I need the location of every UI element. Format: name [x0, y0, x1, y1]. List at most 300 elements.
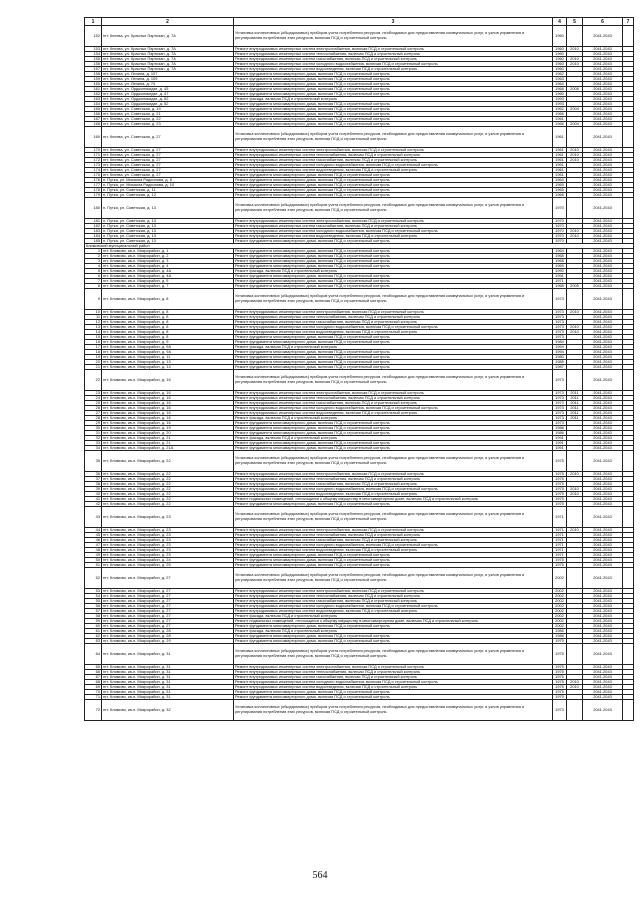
row-number: 164 [85, 102, 102, 107]
row-number: 70 [85, 690, 102, 695]
address-cell: пгт. Климово, кв-л. Микрорайон, д. 2 [102, 254, 234, 259]
work-type-cell: Ремонт фундамента многоквартирного дома, включая ПСД и строительный контроль [234, 624, 553, 629]
address-cell: п. Путка, ул. Советская, д. 11 [102, 188, 234, 193]
address-cell: пгт. Кпятва, ул. Советская, д. 27 [102, 158, 234, 163]
row-number: 66 [85, 670, 102, 675]
work-type-cell: Ремонт фундамента многоквартирного дома, включая ПСД и строительный контроль [234, 178, 553, 183]
planned-period-cell: 2041-2043 [583, 421, 623, 426]
planned-period-cell: 2041-2043 [583, 599, 623, 604]
row-number: 16 [85, 340, 102, 345]
year-built-cell: 1971 [553, 279, 567, 284]
work-type-cell: Ремонт внутридомовых инженерных систем электроснабжения, включая ПСД и строительный контроль [234, 391, 553, 396]
work-type-cell: Ремонт фундамента многоквартирного дома, включая ПСД и строительный контроль [234, 122, 553, 127]
year-built-cell: 1961 [553, 168, 567, 173]
row-number: 36 [85, 472, 102, 477]
year-built-cell: 1960 [553, 57, 567, 62]
district-name: Климовский муниципальный район [85, 244, 634, 249]
last-repair-year-cell: 2010 [567, 148, 583, 153]
year-built-cell: 1984 [553, 340, 567, 345]
planned-period-cell: 2041-2043 [583, 198, 623, 219]
address-cell: пгт. Климово, кв-л. Микрорайон, д. 5 [102, 279, 234, 284]
year-built-cell: 1980 [553, 355, 567, 360]
address-cell: пгт. Климово, кв-л. Микрорайон, д. 9А [102, 345, 234, 350]
address-cell: п. Путка, ул. Советская, д. 13 [102, 234, 234, 239]
work-type-cell: Ремонт фундамента многоквартирного дома, включая ПСД и строительный контроль [234, 639, 553, 644]
last-repair-year-cell: 2010 [567, 234, 583, 239]
address-cell: пгт. Кпятва, ул. Советская, д. 22 [102, 117, 234, 122]
address-cell: пгт. Климово, кв-л. Микрорайон, д. 27 [102, 609, 234, 614]
year-built-cell: 1970 [553, 234, 567, 239]
row-number: 155 [85, 57, 102, 62]
work-type-cell: Ремонт фундамента многоквартирного дома, включая ПСД и строительный контроль [234, 117, 553, 122]
planned-period-cell: 2041-2043 [583, 259, 623, 264]
row-number: 4 [85, 264, 102, 269]
planned-period-cell: 2041-2043 [583, 47, 623, 52]
row-number: 171 [85, 153, 102, 158]
note-cell [623, 644, 634, 665]
year-built-cell: 1973 [553, 700, 567, 721]
last-repair-year-cell: 2011 [567, 406, 583, 411]
row-number: 163 [85, 97, 102, 102]
address-cell: пгт. Климово, кв-л. Микрорайон, д. 9А [102, 350, 234, 355]
year-built-cell: 1975 [553, 690, 567, 695]
note-cell [623, 568, 634, 589]
address-cell: пгт. Климово, кв-л. Микрорайон, д. 8 [102, 315, 234, 320]
work-type-cell: Ремонт фундамента многоквартирного дома, включая ПСД и строительный контроль [234, 441, 553, 446]
address-cell: пгт. Климово, кв-л. Микрорайон, д. 28 [102, 634, 234, 639]
row-number: 30 [85, 426, 102, 431]
work-type-cell: Ремонт фасада, включая ПСД и строительный контроль [234, 345, 553, 350]
year-built-cell: 1962 [553, 107, 567, 112]
table-row [85, 370, 634, 391]
row-number: 183 [85, 229, 102, 234]
work-type-cell: Ремонт фундамента многоквартирного дома, включая ПСД и строительный контроль [234, 350, 553, 355]
planned-period-cell: 2041-2043 [583, 533, 623, 538]
row-number: 161 [85, 87, 102, 92]
planned-period-cell: 2041-2043 [583, 487, 623, 492]
row-number: 168 [85, 122, 102, 127]
year-built-cell: 1973 [553, 330, 567, 335]
year-built-cell: 1975 [553, 497, 567, 502]
year-built-cell: 1970 [553, 219, 567, 224]
year-built-cell: 1968 [553, 284, 567, 289]
address-cell: пгт. Климово, кв-л. Микрорайон, д. 9 [102, 340, 234, 345]
row-number: 20 [85, 360, 102, 365]
work-type-cell: Ремонт фундамента многоквартирного дома, включая ПСД и строительный контроль [234, 264, 553, 269]
header-cell: 7 [623, 18, 634, 26]
row-number: 29 [85, 421, 102, 426]
planned-period-cell: 2041-2043 [583, 310, 623, 315]
work-type-cell: Ремонт фундамента многоквартирного дома, включая ПСД и строительный контроль [234, 274, 553, 279]
address-cell: пгт. Климово, кв-л. Микрорайон, д. 27 [102, 624, 234, 629]
row-number: 1 [85, 249, 102, 254]
row-number: 33 [85, 441, 102, 446]
last-repair-year-cell: 2010 [567, 310, 583, 315]
row-number: 63 [85, 639, 102, 644]
planned-period-cell: 2041-2043 [583, 436, 623, 441]
row-number: 45 [85, 533, 102, 538]
work-type-cell: Ремонт внутридомовых инженерных систем электроснабжения, включая ПСД и строительный контроль [234, 219, 553, 224]
planned-period-cell: 2041-2043 [583, 173, 623, 178]
work-type-cell: Ремонт фундамента многоквартирного дома, включая ПСД и строительный контроль [234, 340, 553, 345]
year-built-cell: 1986 [553, 431, 567, 436]
last-repair-year-cell [567, 644, 583, 665]
year-built-cell: 1962 [553, 72, 567, 77]
year-built-cell: 1961 [553, 153, 567, 158]
planned-period-cell: 2041-2043 [583, 26, 623, 47]
header-cell: 3 [234, 18, 553, 26]
work-type-cell: Ремонт внутридомовых инженерных систем холодного водоснабжения, включая ПСД и строительный контроль [234, 229, 553, 234]
address-cell: пгт. Климово, кв-л. Микрорайон, д. 4А [102, 274, 234, 279]
year-built-cell: 1975 [553, 639, 567, 644]
work-type-cell: Установка коллективных (общедомовых) приборов учета потребления ресурсов, необходимых для предоставления коммунальных услуг, и узлов управления и регулирования потребления этих ресурсов, включая ПСД и строительный контроль [234, 127, 553, 148]
address-cell: пгт. Кпятва, ул. Красных Партизан, д. 7А [102, 57, 234, 62]
last-repair-year-cell [567, 451, 583, 472]
row-number: 179 [85, 193, 102, 198]
row-number: 152 [85, 26, 102, 47]
planned-period-cell: 2041-2043 [583, 340, 623, 345]
work-type-cell: Ремонт фундамента многоквартирного дома, включая ПСД и строительный контроль [234, 431, 553, 436]
year-built-cell: 1994 [553, 350, 567, 355]
address-cell: пгт. Климово, кв-л. Микрорайон, д. 8 [102, 330, 234, 335]
planned-period-cell: 2041-2043 [583, 325, 623, 330]
work-type-cell: Ремонт фундамента многоквартирного дома, включая ПСД и строительный контроль [234, 355, 553, 360]
row-number: 31 [85, 431, 102, 436]
row-number: 72 [85, 700, 102, 721]
header-cell: 4 [553, 18, 567, 26]
planned-period-cell: 2041-2043 [583, 153, 623, 158]
row-number: 21 [85, 365, 102, 370]
year-built-cell: 2002 [553, 589, 567, 594]
table-header-row [85, 18, 634, 26]
work-type-cell: Ремонт фундамента многоквартирного дома, включая ПСД и строительный контроль [234, 254, 553, 259]
row-number: 44 [85, 528, 102, 533]
planned-period-cell: 2041-2043 [583, 158, 623, 163]
address-cell: пгт. Климово, кв-л. Микрорайон, д. 22 [102, 451, 234, 472]
planned-period-cell: 2041-2043 [583, 107, 623, 112]
planned-period-cell: 2041-2043 [583, 553, 623, 558]
work-type-cell: Ремонт внутридомовых инженерных систем теплоснабжения, включая ПСД и строительный контроль [234, 670, 553, 675]
last-repair-year-cell: 2010 [567, 680, 583, 685]
year-built-cell: 1973 [553, 391, 567, 396]
planned-period-cell: 2041-2043 [583, 57, 623, 62]
planned-period-cell: 2041-2043 [583, 426, 623, 431]
row-number: 47 [85, 543, 102, 548]
year-built-cell: 1970 [553, 229, 567, 234]
page-number: 564 [312, 870, 328, 881]
row-number: 172 [85, 158, 102, 163]
address-cell: п. Путка, ул. Советская, д. 13 [102, 229, 234, 234]
row-number: 62 [85, 634, 102, 639]
address-cell: пгт. Климово, кв-л. Микрорайон, д. 27 [102, 568, 234, 589]
address-cell: пгт. Климово, кв-л. Микрорайон, д. 23 [102, 538, 234, 543]
work-type-cell: Ремонт внутридомовых инженерных систем холодного водоснабжения, включая ПСД и строительный контроль [234, 487, 553, 492]
planned-period-cell: 2041-2043 [583, 355, 623, 360]
year-built-cell: 1973 [553, 335, 567, 340]
year-built-cell: 1966 [553, 193, 567, 198]
work-type-cell: Ремонт фасада, включая ПСД и строительный контроль [234, 97, 553, 102]
year-built-cell: 1990 [553, 269, 567, 274]
row-number: 34 [85, 446, 102, 451]
row-number: 41 [85, 497, 102, 502]
work-type-cell: Ремонт фасада, включая ПСД и строительный контроль [234, 629, 553, 634]
year-built-cell: 1960 [553, 26, 567, 47]
row-number: 170 [85, 148, 102, 153]
work-type-cell: Установка коллективных (общедомовых) приборов учета потребления ресурсов, необходимых для предоставления коммунальных услуг, и узлов управления и регулирования потребления этих ресурсов, включая ПСД и строительный контроль [234, 198, 553, 219]
planned-period-cell: 2041-2043 [583, 178, 623, 183]
work-type-cell: Ремонт внутридомовых инженерных систем электроснабжения, включая ПСД и строительный контроль [234, 528, 553, 533]
planned-period-cell: 2041-2043 [583, 345, 623, 350]
planned-period-cell: 2041-2043 [583, 350, 623, 355]
year-built-cell: 1960 [553, 92, 567, 97]
address-cell: пгт. Кпятва, ул. Советская, д. 27 [102, 153, 234, 158]
address-cell: пгт. Климово, кв-л. Микрорайон, д. 28 [102, 629, 234, 634]
work-type-cell: Установка коллективных (общедомовых) приборов учета потребления ресурсов, необходимых для предоставления коммунальных услуг, и узлов управления и регулирования потребления этих ресурсов, включая ПСД и строительный контроль [234, 644, 553, 665]
row-number: 8 [85, 284, 102, 289]
work-type-cell: Ремонт внутридомовых инженерных систем водоотведения, включая ПСД и строительный контроль [234, 411, 553, 416]
address-cell: пгт. Климово, кв-л. Микрорайон, д. 19 [102, 426, 234, 431]
row-number: 35 [85, 451, 102, 472]
planned-period-cell: 2041-2043 [583, 482, 623, 487]
year-built-cell: 1987 [553, 365, 567, 370]
row-number: 37 [85, 477, 102, 482]
year-built-cell: 1961 [553, 127, 567, 148]
planned-period-cell: 2041-2043 [583, 548, 623, 553]
planned-period-cell: 2041-2043 [583, 568, 623, 589]
address-cell: пгт. Кпятва, ул. Советская, д. 21 [102, 112, 234, 117]
planned-period-cell: 2041-2043 [583, 254, 623, 259]
planned-period-cell: 2041-2043 [583, 289, 623, 310]
work-type-cell: Ремонт внутридомовых инженерных систем водоотведения, включая ПСД и строительный контроль [234, 609, 553, 614]
last-repair-year-cell: 2010 [567, 47, 583, 52]
year-built-cell: 1970 [553, 239, 567, 244]
work-type-cell: Ремонт подвальных помещений, относящихся к общему имуществу в многоквартирном доме, включая ПСД и строительный контроль [234, 619, 553, 624]
row-number: 56 [85, 604, 102, 609]
planned-period-cell: 2041-2043 [583, 102, 623, 107]
address-cell: пгт. Климово, кв-л. Микрорайон, д. 16 [102, 401, 234, 406]
last-repair-year-cell [567, 370, 583, 391]
planned-period-cell: 2041-2043 [583, 629, 623, 634]
planned-period-cell: 2041-2043 [583, 224, 623, 229]
planned-period-cell: 2041-2043 [583, 451, 623, 472]
last-repair-year-cell [567, 700, 583, 721]
planned-period-cell: 2041-2043 [583, 411, 623, 416]
row-number: 12 [85, 320, 102, 325]
planned-period-cell: 2041-2043 [583, 446, 623, 451]
work-type-cell: Ремонт фундамента многоквартирного дома, включая ПСД и строительный контроль [234, 249, 553, 254]
last-repair-year-cell: 2011 [567, 396, 583, 401]
address-cell: пгт. Кпятва, ул. Красных Партизан, д. 7А [102, 26, 234, 47]
planned-period-cell: 2041-2043 [583, 416, 623, 421]
work-type-cell: Установка коллективных (общедомовых) приборов учета потребления ресурсов, необходимых для предоставления коммунальных услуг, и узлов управления и регулирования потребления этих ресурсов, включая ПСД и строительный контроль [234, 700, 553, 721]
planned-period-cell: 2041-2043 [583, 538, 623, 543]
work-type-cell: Ремонт фундамента многоквартирного дома, включая ПСД и строительный контроль [234, 77, 553, 82]
header-cell: 5 [567, 18, 583, 26]
address-cell: п. Путка, ул. Советская, д. 13 [102, 219, 234, 224]
row-number: 52 [85, 568, 102, 589]
year-built-cell: 2002 [553, 609, 567, 614]
year-built-cell: 1968 [553, 254, 567, 259]
planned-period-cell: 2041-2043 [583, 670, 623, 675]
address-cell: пгт. Климово, кв-л. Микрорайон, д. 21 [102, 436, 234, 441]
year-built-cell: 1975 [553, 685, 567, 690]
address-cell: пгт. Климово, кв-л. Микрорайон, д. 31 [102, 644, 234, 665]
work-type-cell: Ремонт внутридомовых инженерных систем газоснабжения, включая ПСД и строительный контроль [234, 224, 553, 229]
work-type-cell: Ремонт фундамента многоквартирного дома, включая ПСД и строительный контроль [234, 558, 553, 563]
work-type-cell: Ремонт внутридомовых инженерных систем газоснабжения, включая ПСД и строительный контроль [234, 320, 553, 325]
year-built-cell: 1963 [553, 77, 567, 82]
table-row [85, 198, 634, 219]
year-built-cell: 1961 [553, 158, 567, 163]
address-cell: пгт. Климово, кв-л. Микрорайон, д. 16 [102, 406, 234, 411]
address-cell: п. Путка, ул. Михаила Радионова, д. 10 [102, 183, 234, 188]
work-type-cell: Ремонт внутридомовых инженерных систем холодного водоснабжения, включая ПСД и строительный контроль [234, 62, 553, 67]
header-cell: 6 [583, 18, 623, 26]
repair-schedule-table [84, 17, 634, 721]
address-cell: пгт. Климово, кв-л. Микрорайон, д. 31 [102, 685, 234, 690]
address-cell: п. Путка, ул. Советская, д. 13 [102, 239, 234, 244]
row-number: 43 [85, 507, 102, 528]
work-type-cell: Ремонт фундамента многоквартирного дома, включая ПСД и строительный контроль [234, 563, 553, 568]
year-built-cell: 1973 [553, 370, 567, 391]
work-type-cell: Ремонт фундамента многоквартирного дома, включая ПСД и строительный контроль [234, 107, 553, 112]
address-cell: пгт. Климово, кв-л. Микрорайон, д. 27 [102, 604, 234, 609]
header-cell: 2 [102, 18, 234, 26]
table-row [85, 451, 634, 472]
year-built-cell: 1964 [553, 82, 567, 87]
table-row [85, 507, 634, 528]
address-cell: пгт. Климово, кв-л. Микрорайон, д. 22 [102, 502, 234, 507]
year-built-cell: 2002 [553, 599, 567, 604]
planned-period-cell: 2041-2043 [583, 695, 623, 700]
planned-period-cell: 2041-2043 [583, 594, 623, 599]
planned-period-cell: 2041-2043 [583, 112, 623, 117]
last-repair-year-cell: 2010 [567, 528, 583, 533]
address-cell: пгт. Климово, кв-л. Микрорайон, д. 7 [102, 284, 234, 289]
planned-period-cell: 2041-2043 [583, 492, 623, 497]
planned-period-cell: 2041-2043 [583, 148, 623, 153]
year-built-cell: 1994 [553, 345, 567, 350]
year-built-cell: 1970 [553, 224, 567, 229]
note-cell [623, 198, 634, 219]
planned-period-cell: 2041-2043 [583, 675, 623, 680]
work-type-cell: Ремонт фундамента многоквартирного дома, включая ПСД и строительный контроль [234, 360, 553, 365]
last-repair-year-cell: 2005 [567, 284, 583, 289]
work-type-cell: Ремонт внутридомовых инженерных систем водоотведения, включая ПСД и строительный контроль [234, 685, 553, 690]
row-number: 175 [85, 173, 102, 178]
address-cell: пгт. Кпятва, ул. Красных Партизан, д. 7А [102, 67, 234, 72]
year-built-cell: 2002 [553, 619, 567, 624]
address-cell: пгт. Кпятва, ул. Советская, д. 27 [102, 127, 234, 148]
work-type-cell: Ремонт фундамента многоквартирного дома, включая ПСД и строительный контроль [234, 112, 553, 117]
work-type-cell: Ремонт внутридомовых инженерных систем теплоснабжения, включая ПСД и строительный контроль [234, 396, 553, 401]
address-cell: пгт. Кпятва, ул. Ленина, д. 74 [102, 82, 234, 87]
year-built-cell: 1960 [553, 67, 567, 72]
year-built-cell: 2002 [553, 604, 567, 609]
work-type-cell: Ремонт фундамента многоквартирного дома, включая ПСД и строительный контроль [234, 695, 553, 700]
work-type-cell: Ремонт внутридомовых инженерных систем электроснабжения, включая ПСД и строительный контроль [234, 148, 553, 153]
planned-period-cell: 2041-2043 [583, 685, 623, 690]
address-cell: пгт. Климово, кв-л. Микрорайон, д. 22 [102, 482, 234, 487]
row-number: 180 [85, 198, 102, 219]
planned-period-cell: 2041-2043 [583, 396, 623, 401]
year-built-cell: 1993 [553, 102, 567, 107]
address-cell: пгт. Климово, кв-л. Микрорайон, д. 11 [102, 355, 234, 360]
note-cell [623, 26, 634, 47]
row-number: 69 [85, 685, 102, 690]
address-cell: пгт. Климово, кв-л. Микрорайон, д. 23 [102, 507, 234, 528]
address-cell: пгт. Климово, кв-л. Микрорайон, д. 4 [102, 264, 234, 269]
address-cell: пгт. Климово, кв-л. Микрорайон, д. 22 [102, 477, 234, 482]
row-number: 28 [85, 416, 102, 421]
address-cell: пгт. Климово, кв-л. Микрорайон, д. 22 [102, 472, 234, 477]
address-cell: пгт. Кпятва, ул. Орджоникидзе, д. 47 [102, 92, 234, 97]
last-repair-year-cell: 2010 [567, 153, 583, 158]
work-type-cell: Ремонт внутридомовых инженерных систем холодного водоснабжения, включая ПСД и строительный контроль [234, 543, 553, 548]
work-type-cell: Ремонт фасада, включая ПСД и строительный контроль [234, 436, 553, 441]
address-cell: пгт. Климово, кв-л. Микрорайон, д. 8 [102, 335, 234, 340]
planned-period-cell: 2041-2043 [583, 609, 623, 614]
planned-period-cell: 2041-2043 [583, 62, 623, 67]
year-built-cell: 1986 [553, 634, 567, 639]
address-cell: пгт. Климово, кв-л. Микрорайон, д. 27 [102, 619, 234, 624]
year-built-cell: 1975 [553, 675, 567, 680]
address-cell: пгт. Кпятва, ул. Советская, д. 23 [102, 122, 234, 127]
address-cell: пгт. Климово, кв-л. Микрорайон, д. 16 [102, 391, 234, 396]
work-type-cell: Ремонт внутридомовых инженерных систем теплоснабжения, включая ПСД и строительный контроль [234, 315, 553, 320]
work-type-cell: Ремонт внутридомовых инженерных систем водоотведения, включая ПСД и строительный контроль [234, 492, 553, 497]
work-type-cell: Установка коллективных (общедомовых) приборов учета потребления ресурсов, необходимых для предоставления коммунальных услуг, и узлов управления и регулирования потребления этих ресурсов, включая ПСД и строительный контроль [234, 568, 553, 589]
year-built-cell: 2002 [553, 568, 567, 589]
row-number: 27 [85, 411, 102, 416]
work-type-cell: Установка коллективных (общедомовых) приборов учета потребления ресурсов, необходимых для предоставления коммунальных услуг, и узлов управления и регулирования потребления этих ресурсов, включая ПСД и строительный контроль [234, 289, 553, 310]
year-built-cell: 1986 [553, 629, 567, 634]
year-built-cell: 1975 [553, 695, 567, 700]
row-number: 26 [85, 406, 102, 411]
planned-period-cell: 2041-2043 [583, 239, 623, 244]
year-built-cell: 1971 [553, 538, 567, 543]
address-cell: пгт. Климово, кв-л. Микрорайон, д. 31 [102, 680, 234, 685]
last-repair-year-cell: 2011 [567, 401, 583, 406]
year-built-cell: 1975 [553, 670, 567, 675]
row-number: 67 [85, 675, 102, 680]
note-cell [623, 700, 634, 721]
address-cell: пгт. Кпятва, ул. Советская, д. 27 [102, 148, 234, 153]
work-type-cell: Ремонт фундамента многоквартирного дома, включая ПСД и строительный контроль [234, 335, 553, 340]
last-repair-year-cell: 2010 [567, 158, 583, 163]
year-built-cell: 1975 [553, 665, 567, 670]
planned-period-cell: 2041-2043 [583, 558, 623, 563]
planned-period-cell: 2041-2043 [583, 335, 623, 340]
row-number: 58 [85, 614, 102, 619]
year-built-cell: 2002 [553, 594, 567, 599]
year-built-cell: 1969 [553, 264, 567, 269]
year-built-cell: 1975 [553, 680, 567, 685]
year-built-cell: 1975 [553, 492, 567, 497]
row-number: 176 [85, 178, 102, 183]
work-type-cell: Ремонт подвальных помещений, относящихся к общему имуществу в многоквартирном доме, включая ПСД и строительный контроль [234, 497, 553, 502]
work-type-cell: Ремонт внутридомовых инженерных систем газоснабжения, включая ПСД и строительный контроль [234, 158, 553, 163]
planned-period-cell: 2041-2043 [583, 183, 623, 188]
work-type-cell: Ремонт фундамента многоквартирного дома, включая ПСД и строительный контроль [234, 446, 553, 451]
work-type-cell: Ремонт фундамента многоквартирного дома, включая ПСД и строительный контроль [234, 421, 553, 426]
address-cell: пгт. Климово, кв-л. Микрорайон, д. 22 [102, 487, 234, 492]
planned-period-cell: 2041-2043 [583, 401, 623, 406]
row-number: 5 [85, 269, 102, 274]
planned-period-cell: 2041-2043 [583, 604, 623, 609]
work-type-cell: Ремонт фундамента многоквартирного дома, включая ПСД и строительный контроль [234, 92, 553, 97]
work-type-cell: Установка коллективных (общедомовых) приборов учета потребления ресурсов, необходимых для предоставления коммунальных услуг, и узлов управления и регулирования потребления этих ресурсов, включая ПСД и строительный контроль [234, 26, 553, 47]
